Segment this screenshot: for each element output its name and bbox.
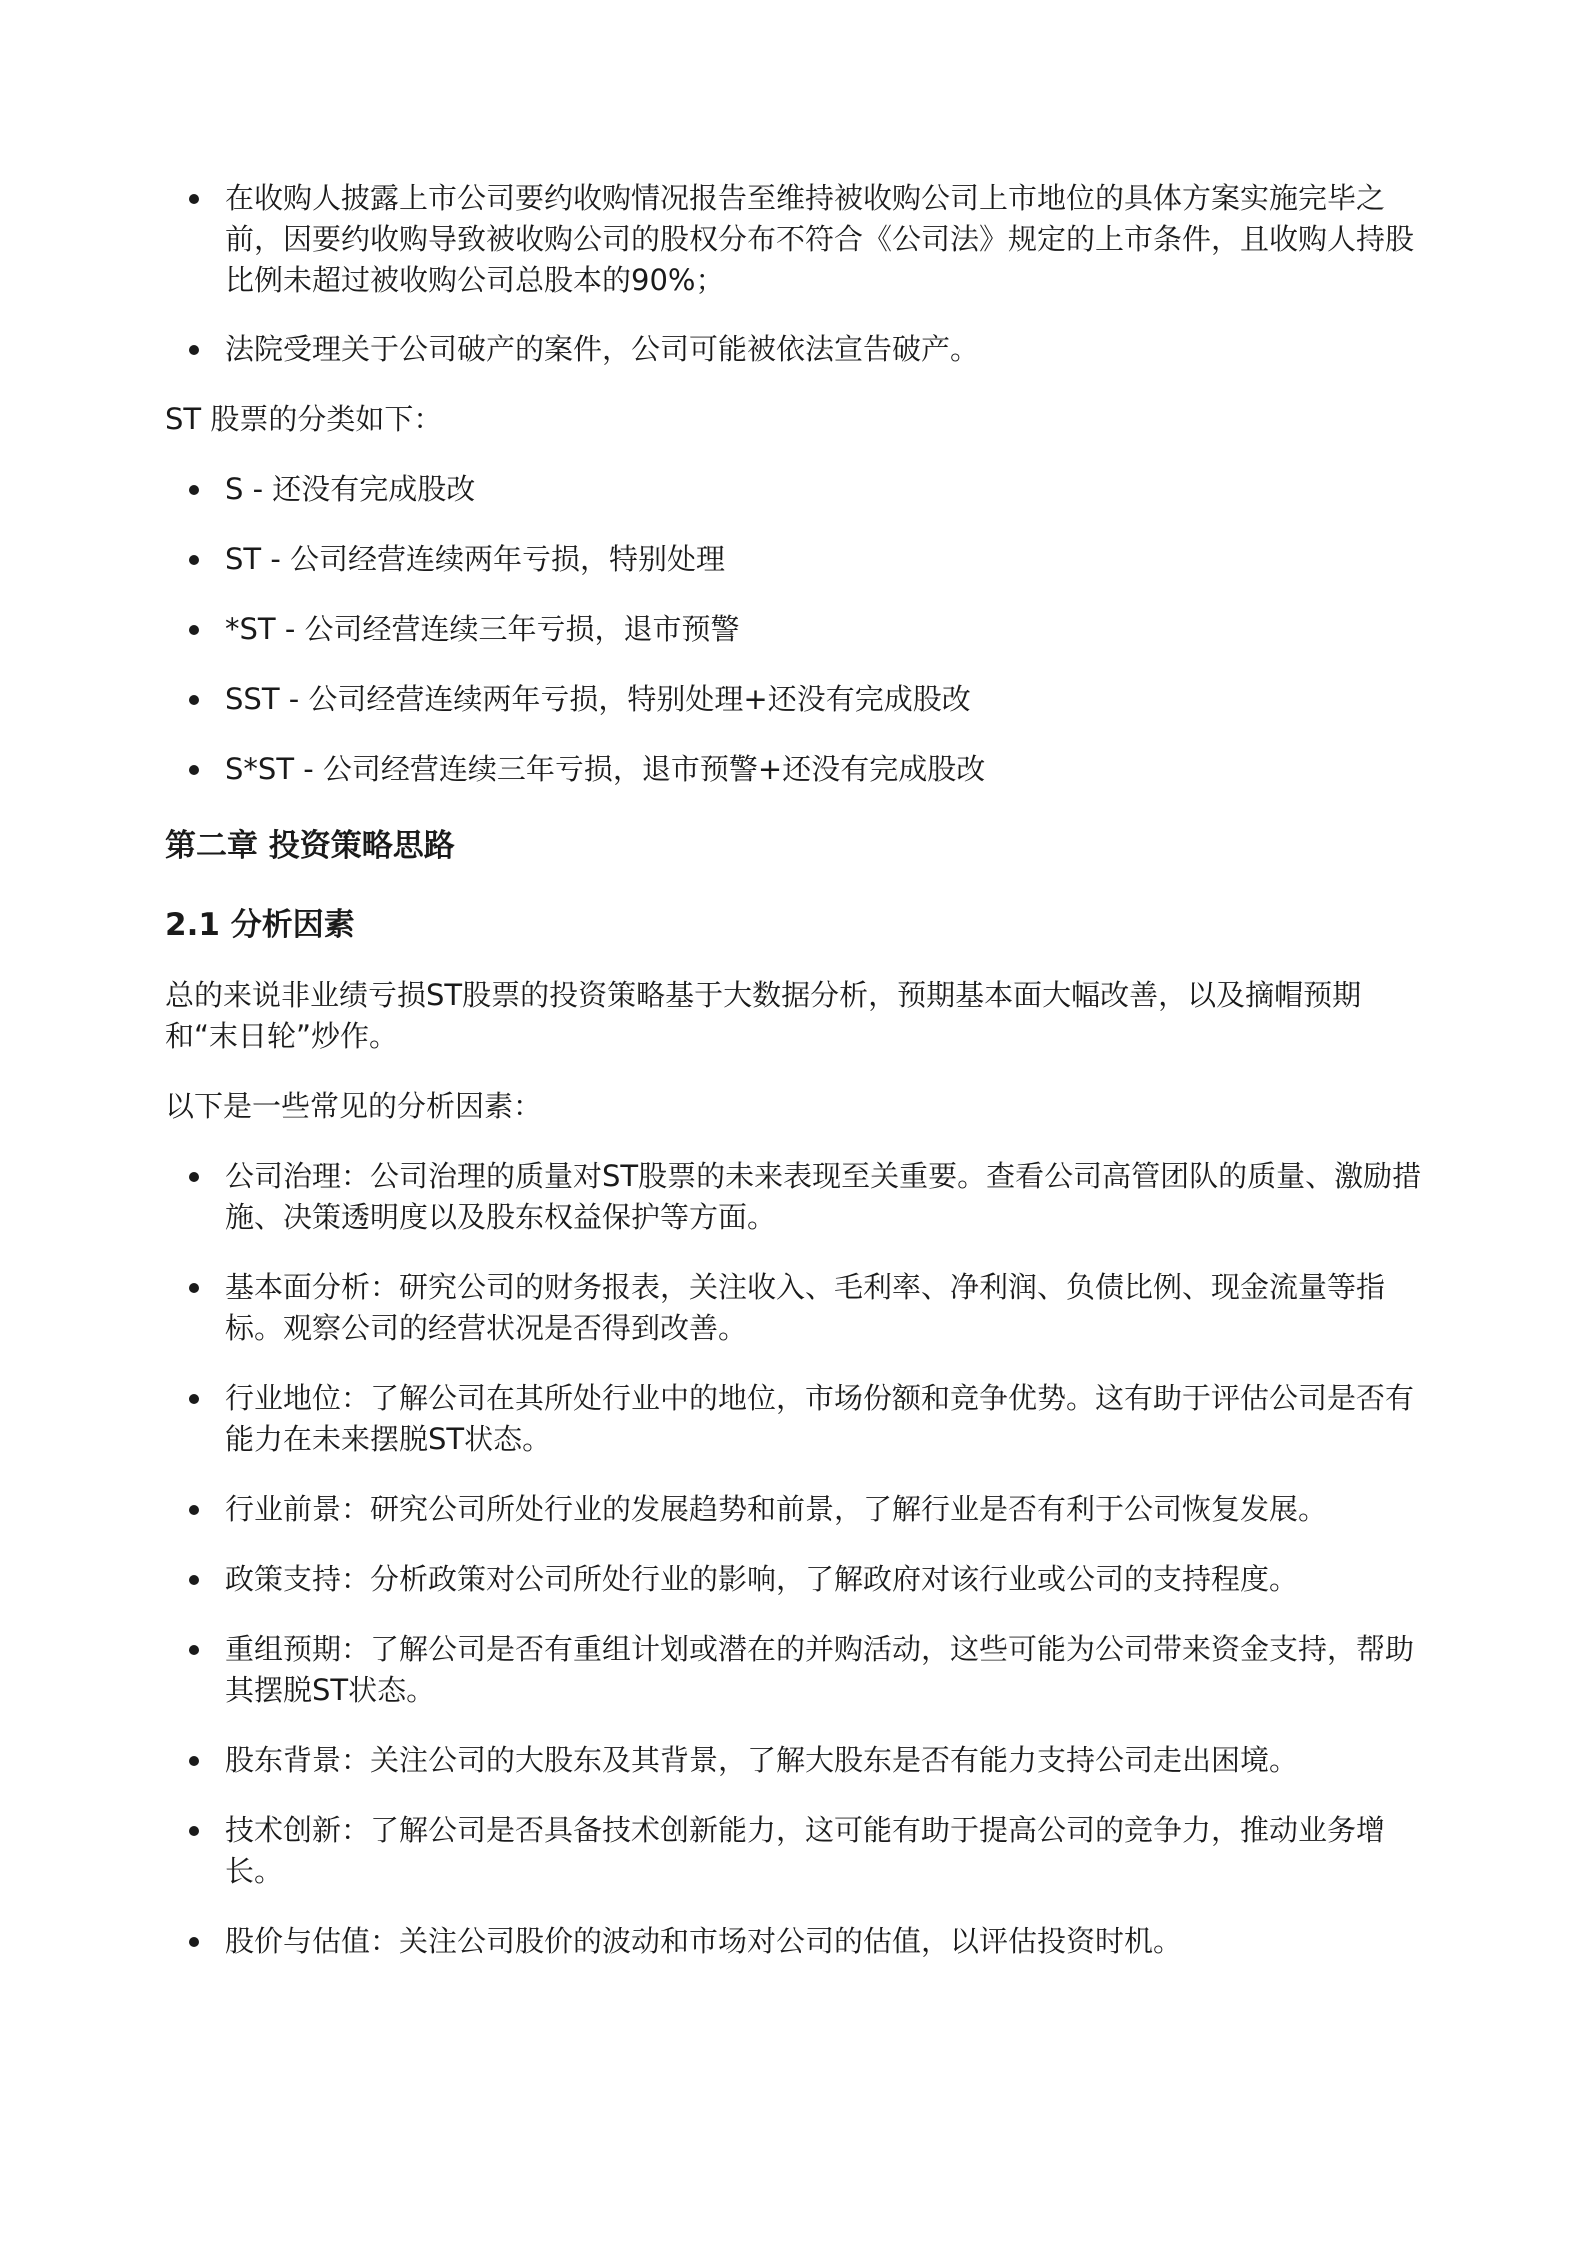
list-item-text: 股东背景：关注公司的大股东及其背景，了解大股东是否有能力支持公司走出困境。 (225, 1743, 1299, 1777)
bullet-icon (189, 194, 199, 204)
list-item (165, 1489, 1425, 1530)
list-item-text: 基本面分析：研究公司的财务报表，关注收入、毛利率、净利润、负债比例、现金流量等指标。观察公司的经营状况是否得到改善。 (225, 1270, 1386, 1345)
list-item (165, 178, 1425, 301)
bullet-icon (189, 1937, 199, 1947)
list-item (165, 749, 1425, 790)
bullet-icon (189, 765, 199, 775)
bullet-icon (189, 1394, 199, 1404)
list-item (165, 1267, 1425, 1349)
list-item (165, 469, 1425, 510)
st-classification-intro: ST 股票的分类如下： (165, 402, 443, 436)
list-item-text: 股价与估值：关注公司股价的波动和市场对公司的估值，以评估投资时机。 (225, 1924, 1183, 1958)
list-item (165, 679, 1425, 720)
list-item-text: SST - 公司经营连续两年亏损，特别处理+还没有完成股改 (225, 682, 971, 716)
list-item-text: 公司治理：公司治理的质量对ST股票的未来表现至关重要。查看公司高管团队的质量、激励措施、决策透明度以及股东权益保护等方面。 (225, 1159, 1422, 1234)
list-item-text: 技术创新：了解公司是否具备技术创新能力，这可能有助于提高公司的竞争力，推动业务增长。 (225, 1813, 1386, 1888)
list-item (165, 1740, 1425, 1781)
list-item-text: S - 还没有完成股改 (225, 472, 476, 506)
analysis-factors-list (165, 1156, 1425, 1962)
list-item (165, 1629, 1425, 1711)
bullet-icon (189, 1575, 199, 1585)
list-item (165, 1156, 1425, 1238)
list-item-text: 行业前景：研究公司所处行业的发展趋势和前景，了解行业是否有利于公司恢复发展。 (225, 1492, 1328, 1526)
list-item-text: *ST - 公司经营连续三年亏损，退市预警 (225, 612, 740, 646)
bullet-icon (189, 625, 199, 635)
list-item-text: 重组预期：了解公司是否有重组计划或潜在的并购活动，这些可能为公司带来资金支持，帮助其摆脱ST状态。 (225, 1632, 1415, 1707)
bullet-icon (189, 1505, 199, 1515)
bullet-icon (189, 1645, 199, 1655)
list-item (165, 329, 1425, 370)
list-item-text: 在收购人披露上市公司要约收购情况报告至维持被收购公司上市地位的具体方案实施完毕之前，因要约收购导致被收购公司的股权分布不符合《公司法》规定的上市条件，且收购人持股比例未超过被收购公司总股本的90%； (225, 181, 1415, 297)
bullet-icon (189, 1826, 199, 1836)
list-item (165, 1378, 1425, 1460)
bullet-icon (189, 1283, 199, 1293)
list-item (165, 1810, 1425, 1892)
bullet-icon (189, 485, 199, 495)
bullet-icon (189, 345, 199, 355)
bullet-icon (189, 1172, 199, 1182)
bullet-icon (189, 555, 199, 565)
list-item (165, 609, 1425, 650)
list-item-text: 法院受理关于公司破产的案件，公司可能被依法宣告破产。 (225, 332, 980, 366)
bullet-icon (189, 1756, 199, 1766)
document-page (165, 178, 1425, 1962)
factors-intro: 以下是一些常见的分析因素： (165, 1089, 543, 1123)
delisting-conditions-list (165, 178, 1425, 370)
list-item-text: 行业地位：了解公司在其所处行业中的地位，市场份额和竞争优势。这有助于评估公司是否有能力在未来摆脱ST状态。 (225, 1381, 1415, 1456)
chapter-title: 第二章 投资策略思路 (165, 828, 455, 864)
list-item (165, 1559, 1425, 1600)
list-item-text: 政策支持：分析政策对公司所处行业的影响，了解政府对该行业或公司的支持程度。 (225, 1562, 1299, 1596)
summary-paragraph: 总的来说非业绩亏损ST股票的投资策略基于大数据分析，预期基本面大幅改善，以及摘帽预期和“末日轮”炒作。 (165, 978, 1362, 1053)
bullet-icon (189, 695, 199, 705)
st-classification-list (165, 469, 1425, 790)
list-item (165, 1921, 1425, 1962)
list-item-text: ST - 公司经营连续两年亏损，特别处理 (225, 542, 726, 576)
list-item-text: S*ST - 公司经营连续三年亏损，退市预警+还没有完成股改 (225, 752, 986, 786)
list-item (165, 539, 1425, 580)
section-title: 2.1 分析因素 (165, 907, 355, 943)
